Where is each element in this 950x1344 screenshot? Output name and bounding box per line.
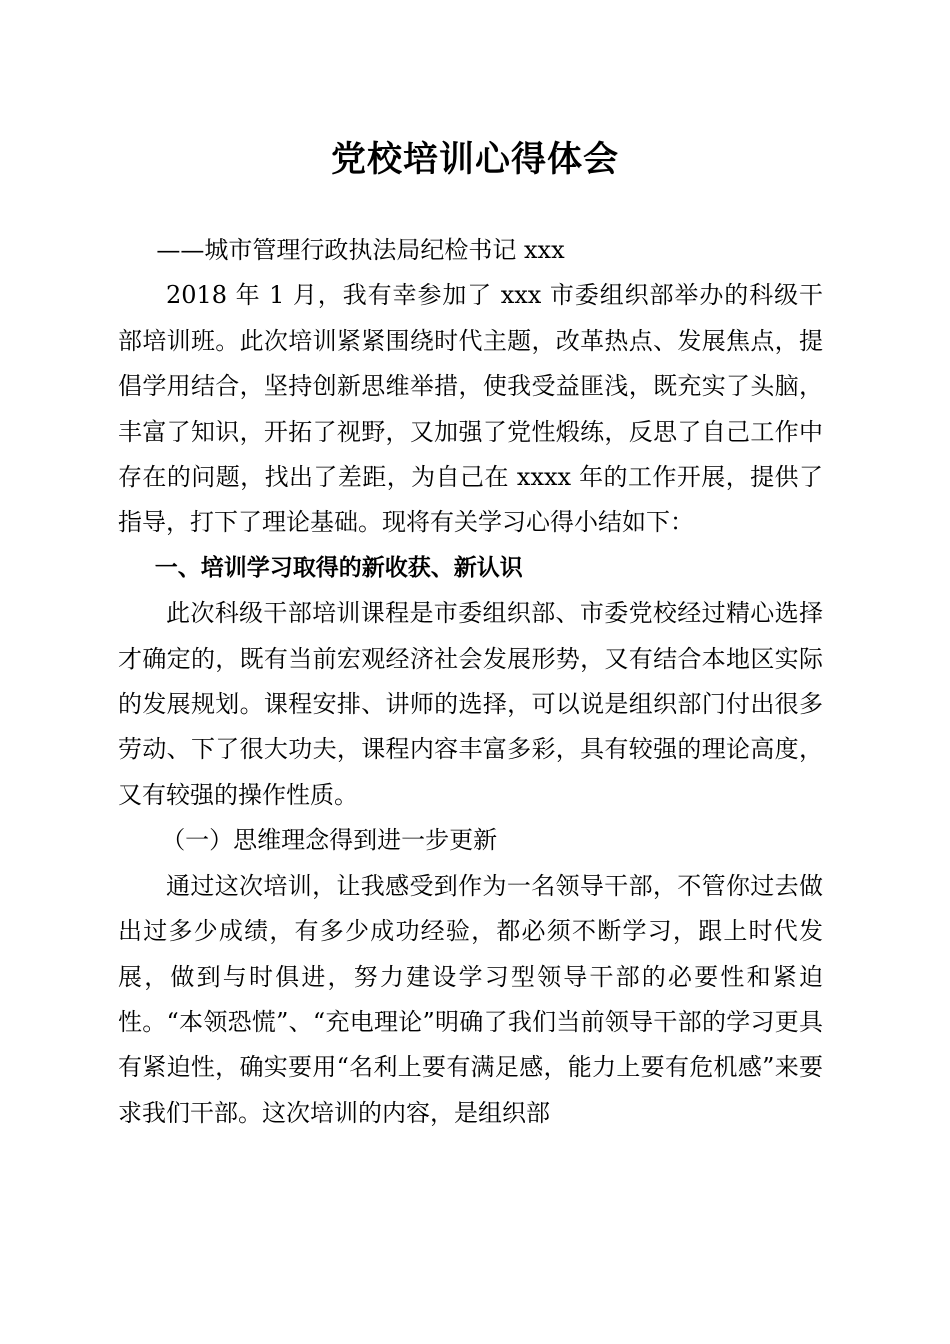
document-body <box>118 228 823 1136</box>
section-heading: 一、培训学习取得的新收获、新认识 <box>154 554 523 581</box>
section-paragraph: 此次科级干部培训课程是市委组织部、市委党校经过精心选择才确定的，既有当前宏观经济社会发展形势，又有结合本地区实际的发展规划。课程安排、讲师的选择，可以说是组织部门付出很多劳动、下了很大功夫，课程内容丰富多彩，具有较强的理论高度，又有较强的操作性质。 <box>118 599 823 809</box>
intro-paragraph: 2018 年 1 月，我有幸参加了 xxx 市委组织部举办的科级干部培训班。此次培训紧紧围绕时代主题，改革热点、发展焦点，提倡学用结合，坚持创新思维举措，使我受益匪浅，既充实了头脑，丰富了知识，开拓了视野，又加强了党性煅练，反思了自己工作中存在的问题，找出了差距，为自己在 xxxx 年的工作开展，提供了指导，打下了理论基础。现将有关学习心得小结如下： <box>118 281 823 537</box>
subsection-heading: （一）思维理念得到进一步更新 <box>161 826 498 855</box>
subsection-paragraph: 通过这次培训，让我感受到作为一名领导干部，不管你过去做出过多少成绩，有多少成功经验，都必须不断学习，跟上时代发展，做到与时俱进，努力建设学习型领导干部的必要性和紧迫性。“本领恐慌”、“充电理论”明确了我们当前领导干部的学习更具有紧迫性，确实要用“名利上要有满足感，能力上要有危机感”来要求我们干部。这次培训的内容，是组织部 <box>118 871 823 1127</box>
document-title: 党校培训心得体会 <box>330 139 619 180</box>
author-line: ——城市管理行政执法局纪检书记 xxx <box>156 236 565 264</box>
